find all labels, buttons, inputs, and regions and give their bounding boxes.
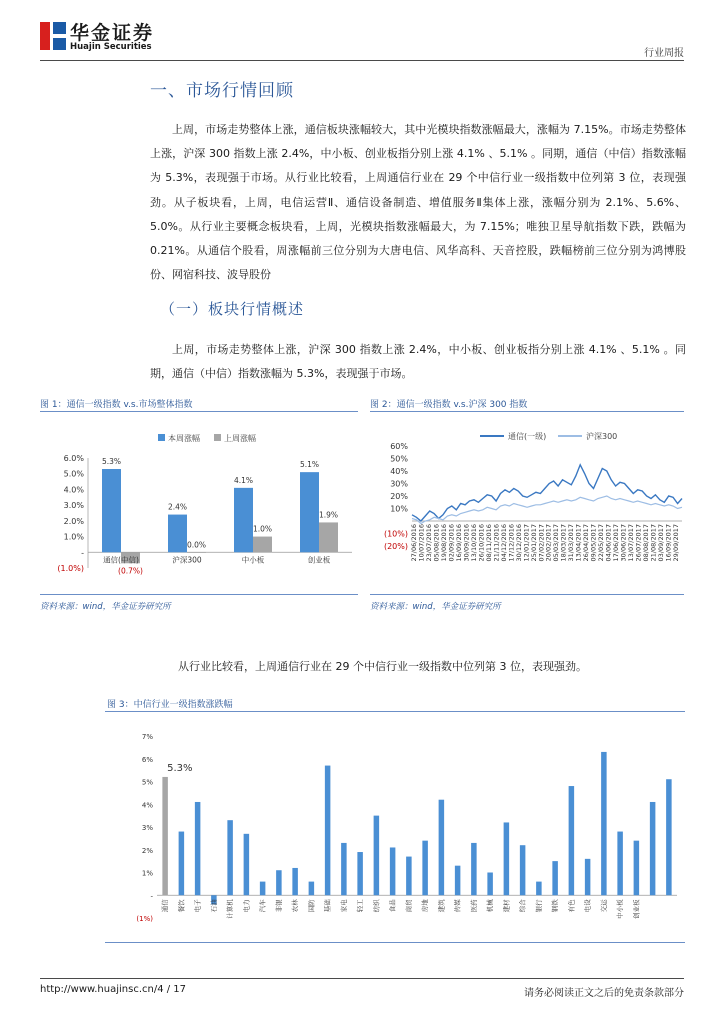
x-tick-label: 医药 [469, 899, 478, 913]
data-label: 5.3% [101, 457, 122, 466]
legend-swatch [214, 434, 221, 441]
paragraph-text: 上周，市场走势整体上涨，沪深 300 指数上涨 2.4%，中小板、创业板指分别上涨 4.1% 、5.1% 。同期，通信（中信）指数涨幅为 5.3%，表现强于市场。 [150, 343, 686, 381]
header-divider [40, 60, 684, 61]
bar [325, 766, 331, 896]
y-tick-label: (1.0%) [57, 564, 84, 573]
bar [552, 861, 558, 895]
legend-label: 通信(一级) [508, 432, 547, 441]
y-tick-label: 6% [141, 755, 153, 764]
x-tick-label: 30/09/2016 [462, 524, 471, 562]
figure-3-bottom-rule [105, 942, 685, 943]
x-tick-label: 机械 [486, 899, 495, 913]
report-type: 行业周报 [644, 48, 684, 59]
x-tick-label: 16/09/2016 [454, 523, 463, 562]
figure-3-svg [105, 722, 685, 940]
x-tick-label: 16/09/2017 [664, 523, 673, 562]
figure-3-top-rule [105, 711, 685, 712]
x-tick-label: 食品 [388, 899, 397, 913]
x-tick-label: 21/08/2017 [649, 523, 658, 562]
bar [504, 822, 510, 895]
series-line [412, 496, 682, 524]
bar [617, 832, 623, 896]
bar [520, 845, 526, 895]
x-tick-label: 交运 [599, 899, 608, 913]
figure-1-title: 图 1：通信一级指数 v.s.市场整体指数 [40, 400, 193, 410]
bar [601, 752, 607, 895]
data-label: 5.1% [299, 460, 320, 470]
bar [162, 777, 168, 895]
figure-2-svg [370, 418, 684, 590]
bar [439, 800, 445, 896]
y-tick-label: 2.0% [63, 516, 84, 526]
figure-1-chart [40, 418, 358, 590]
x-tick-label: 04/12/2016 [499, 523, 508, 562]
figure-2-chart [370, 418, 684, 590]
bar [357, 852, 363, 895]
bar [406, 857, 412, 896]
figure-3-chart [105, 722, 685, 940]
x-tick-label: 基础 [323, 899, 332, 913]
brand-name-en: Huajin Securities [70, 42, 152, 52]
footer-disclaimer: 请务必阅读正文之后的免责条款部分 [524, 988, 684, 999]
bar [374, 816, 380, 896]
figure-1-top-rule [40, 411, 358, 412]
y-tick-label: - [150, 892, 153, 901]
bar [260, 882, 266, 896]
data-label: (0.7%) [118, 566, 143, 576]
x-tick-label: 石油 [209, 899, 218, 913]
section-paragraph [150, 118, 686, 287]
bar [471, 843, 477, 895]
x-tick-label: 26/07/2017 [634, 524, 643, 562]
x-tick-label: 纺织 [372, 899, 381, 913]
bar [300, 472, 319, 552]
x-tick-label: 22/05/2017 [597, 523, 606, 562]
bar [244, 834, 250, 895]
x-tick-label: 09/05/2017 [589, 524, 598, 562]
x-tick-label: 26/04/2017 [582, 524, 591, 562]
x-tick-label: 04/06/2017 [604, 523, 613, 562]
bar [253, 537, 272, 553]
legend-swatch [158, 434, 165, 441]
figure-2-source: 资料来源：wind，华金证券研究所 [370, 602, 501, 612]
figure-2-bottom-rule [370, 594, 684, 595]
y-tick-label: 5% [141, 778, 153, 787]
bar [585, 859, 591, 895]
figure-1-bottom-rule [40, 594, 358, 595]
y-tick-label: 10% [390, 504, 408, 514]
x-tick-label: 13/07/2017 [627, 524, 636, 562]
bar [569, 786, 575, 895]
x-tick-label: 03/09/2017 [657, 523, 665, 562]
y-tick-label: (10%) [383, 529, 408, 539]
x-tick-label: 30/06/2017 [619, 524, 628, 562]
data-label: 5.3% [167, 762, 193, 774]
x-tick-label: 电设 [583, 899, 592, 913]
bar [234, 488, 253, 552]
legend-label: 沪深300 [586, 432, 618, 441]
x-tick-label: 通信 [161, 899, 170, 913]
bar [341, 843, 347, 895]
data-label: 0.0% [186, 540, 207, 550]
x-tick-label: 02/09/2016 [447, 523, 456, 562]
x-tick-label: 沪深300 [172, 555, 202, 565]
x-tick-label: 建筑 [437, 899, 446, 913]
x-tick-label: 05/03/2017 [552, 523, 561, 562]
y-tick-label: 60% [390, 442, 408, 451]
x-tick-label: 综合 [518, 899, 527, 913]
y-tick-label: 30% [390, 479, 408, 489]
subsection-title: （一）板块行情概述 [160, 300, 305, 318]
data-label: 1.0% [252, 524, 273, 534]
data-label: 2.4% [167, 502, 188, 512]
x-tick-label: 轻工 [356, 899, 365, 913]
x-tick-label: 汽车 [258, 899, 267, 913]
bar [102, 469, 121, 552]
x-tick-label: 传媒 [453, 899, 462, 913]
x-tick-label: 餐饮 [177, 899, 186, 913]
x-tick-label: 电子 [193, 899, 202, 913]
x-tick-label: 13/04/2017 [574, 524, 583, 562]
y-tick-label: 4% [141, 801, 153, 810]
x-tick-label: 19/08/2016 [439, 523, 448, 562]
x-tick-label: 钢铁 [551, 899, 560, 913]
y-tick-label: 2% [141, 846, 153, 855]
x-tick-label: 中小板 [616, 899, 625, 919]
x-tick-label: 13/10/2016 [469, 524, 478, 562]
y-tick-label: 1% [141, 869, 153, 878]
x-tick-label: 18/03/2017 [559, 523, 568, 562]
x-tick-label: 国防 [307, 899, 316, 913]
bar [487, 873, 493, 896]
bar [276, 870, 282, 895]
x-tick-label: 25/01/2017 [529, 524, 538, 562]
y-tick-label: 6.0% [63, 454, 84, 463]
x-tick-label: 27/06/2016 [410, 524, 418, 562]
y-tick-label: 5.0% [63, 469, 84, 479]
figure-1-source: 资料来源：wind，华金证券研究所 [40, 602, 171, 612]
bar [292, 868, 298, 895]
y-tick-label: (1%) [136, 915, 153, 923]
bar [187, 552, 206, 553]
bar [179, 832, 185, 896]
bar [309, 882, 315, 896]
bar [422, 841, 428, 896]
y-tick-label: 3% [141, 824, 153, 832]
x-tick-label: 电力 [242, 899, 251, 913]
brand-name: 华金证券 [70, 22, 155, 44]
y-tick-label: 20% [390, 492, 408, 501]
figure-2-title: 图 2：通信一级指数 v.s.沪深 300 指数 [370, 400, 528, 410]
x-tick-label: 有色 [567, 899, 576, 913]
bar [455, 866, 461, 896]
x-tick-label: 商贸 [404, 899, 413, 913]
x-tick-label: 计算机 [226, 899, 235, 919]
bar [227, 820, 233, 895]
x-tick-label: 29/09/2017 [672, 524, 680, 562]
x-tick-label: 农林 [291, 899, 300, 913]
x-tick-label: 17/06/2017 [612, 523, 621, 562]
x-tick-label: 30/12/2016 [514, 524, 523, 562]
bar [666, 779, 672, 895]
legend-label: 本周涨幅 [168, 434, 200, 443]
y-tick-label: 40% [390, 467, 408, 476]
figure-2-top-rule [370, 411, 684, 412]
x-tick-label: 非银 [274, 899, 283, 913]
x-tick-label: 通信(中信) [103, 555, 139, 565]
bar [536, 882, 542, 896]
x-tick-label: 创业板 [307, 555, 331, 565]
bar [168, 515, 187, 553]
x-tick-label: 银行 [534, 899, 543, 913]
logo-icon [40, 22, 66, 50]
bar [390, 847, 396, 895]
legend-label: 上周涨幅 [224, 434, 256, 443]
bar [319, 522, 338, 552]
y-tick-label: 7% [141, 733, 153, 741]
x-tick-label: 建材 [502, 899, 511, 913]
figure-1-svg [40, 418, 358, 590]
x-tick-label: 08/08/2017 [642, 524, 651, 562]
data-label: 4.1% [233, 475, 254, 485]
paragraph-industry-rank: 从行业比较看，上周通信行业在 29 个中信行业一级指数中位列第 3 位，表现强劲。 [178, 660, 587, 673]
bar [650, 802, 656, 895]
series-line [412, 465, 682, 521]
y-tick-label: - [81, 548, 84, 558]
bar [634, 841, 640, 896]
x-tick-label: 家电 [339, 899, 348, 913]
x-tick-label: 23/07/2016 [425, 524, 433, 562]
x-tick-label: 05/08/2016 [432, 524, 441, 562]
subsection-paragraph [150, 338, 686, 386]
x-tick-label: 房地 [421, 899, 430, 913]
x-tick-label: 17/12/2016 [507, 523, 516, 562]
footer-url-page[interactable]: http://www.huajinsc.cn/4 / 17 [40, 984, 187, 995]
x-tick-label: 31/03/2017 [567, 524, 576, 562]
x-tick-label: 10/07/2016 [417, 524, 426, 562]
footer-divider [40, 978, 684, 979]
y-tick-label: 1.0% [63, 532, 84, 542]
bar [195, 802, 201, 895]
figure-3-title: 图 3：中信行业一级指数涨跌幅 [107, 700, 233, 710]
x-tick-label: 创业板 [632, 899, 641, 919]
x-tick-label: 08/11/2016 [484, 524, 493, 562]
section-title: 一、市场行情回顾 [150, 81, 294, 101]
x-tick-label: 26/10/2016 [477, 524, 486, 562]
x-tick-label: 07/02/2017 [537, 524, 546, 562]
paragraph-text: 上周，市场走势整体上涨，通信板块涨幅较大，其中光模块指数涨幅最大，涨幅为 7.15%。市场走势整体上涨，沪深 300 指数上涨 2.4%，中小板、创业板指分别上涨 4.1% 、5.1% 。同期，通信（中信）指数涨幅为 5.3%，表现强于市场。从行业比较看，上周通信行业在 29 个中信行业一级指数中位列第 3 位，表现强劲。从子板块看，上周，电信运营Ⅱ、通信设备制造、增值服务Ⅱ集体上涨，涨幅分别为 2.1%、5.6%、5.0%。从行业主要概念板块看，上周，光模块指数涨幅最大，为 7.15%；唯独卫星导航指数下跌，跌幅为 0.21%。从通信个股看，周涨幅前三位分别为大唐电信、风华高科、天音控股，跌幅榜前三位分别为鸿博股份、网宿科技、波导股份 [150, 123, 686, 282]
x-tick-label: 20/02/2017 [544, 523, 553, 562]
y-tick-label: 50% [390, 454, 408, 464]
x-tick-label: 中小板 [241, 555, 265, 565]
x-tick-label: 12/01/2017 [522, 524, 531, 562]
y-tick-label: 3.0% [63, 501, 84, 511]
y-tick-label: 4.0% [63, 485, 84, 495]
y-tick-label: (20%) [383, 542, 408, 551]
data-label: 1.9% [318, 510, 339, 520]
x-tick-label: 21/11/2016 [492, 523, 501, 562]
